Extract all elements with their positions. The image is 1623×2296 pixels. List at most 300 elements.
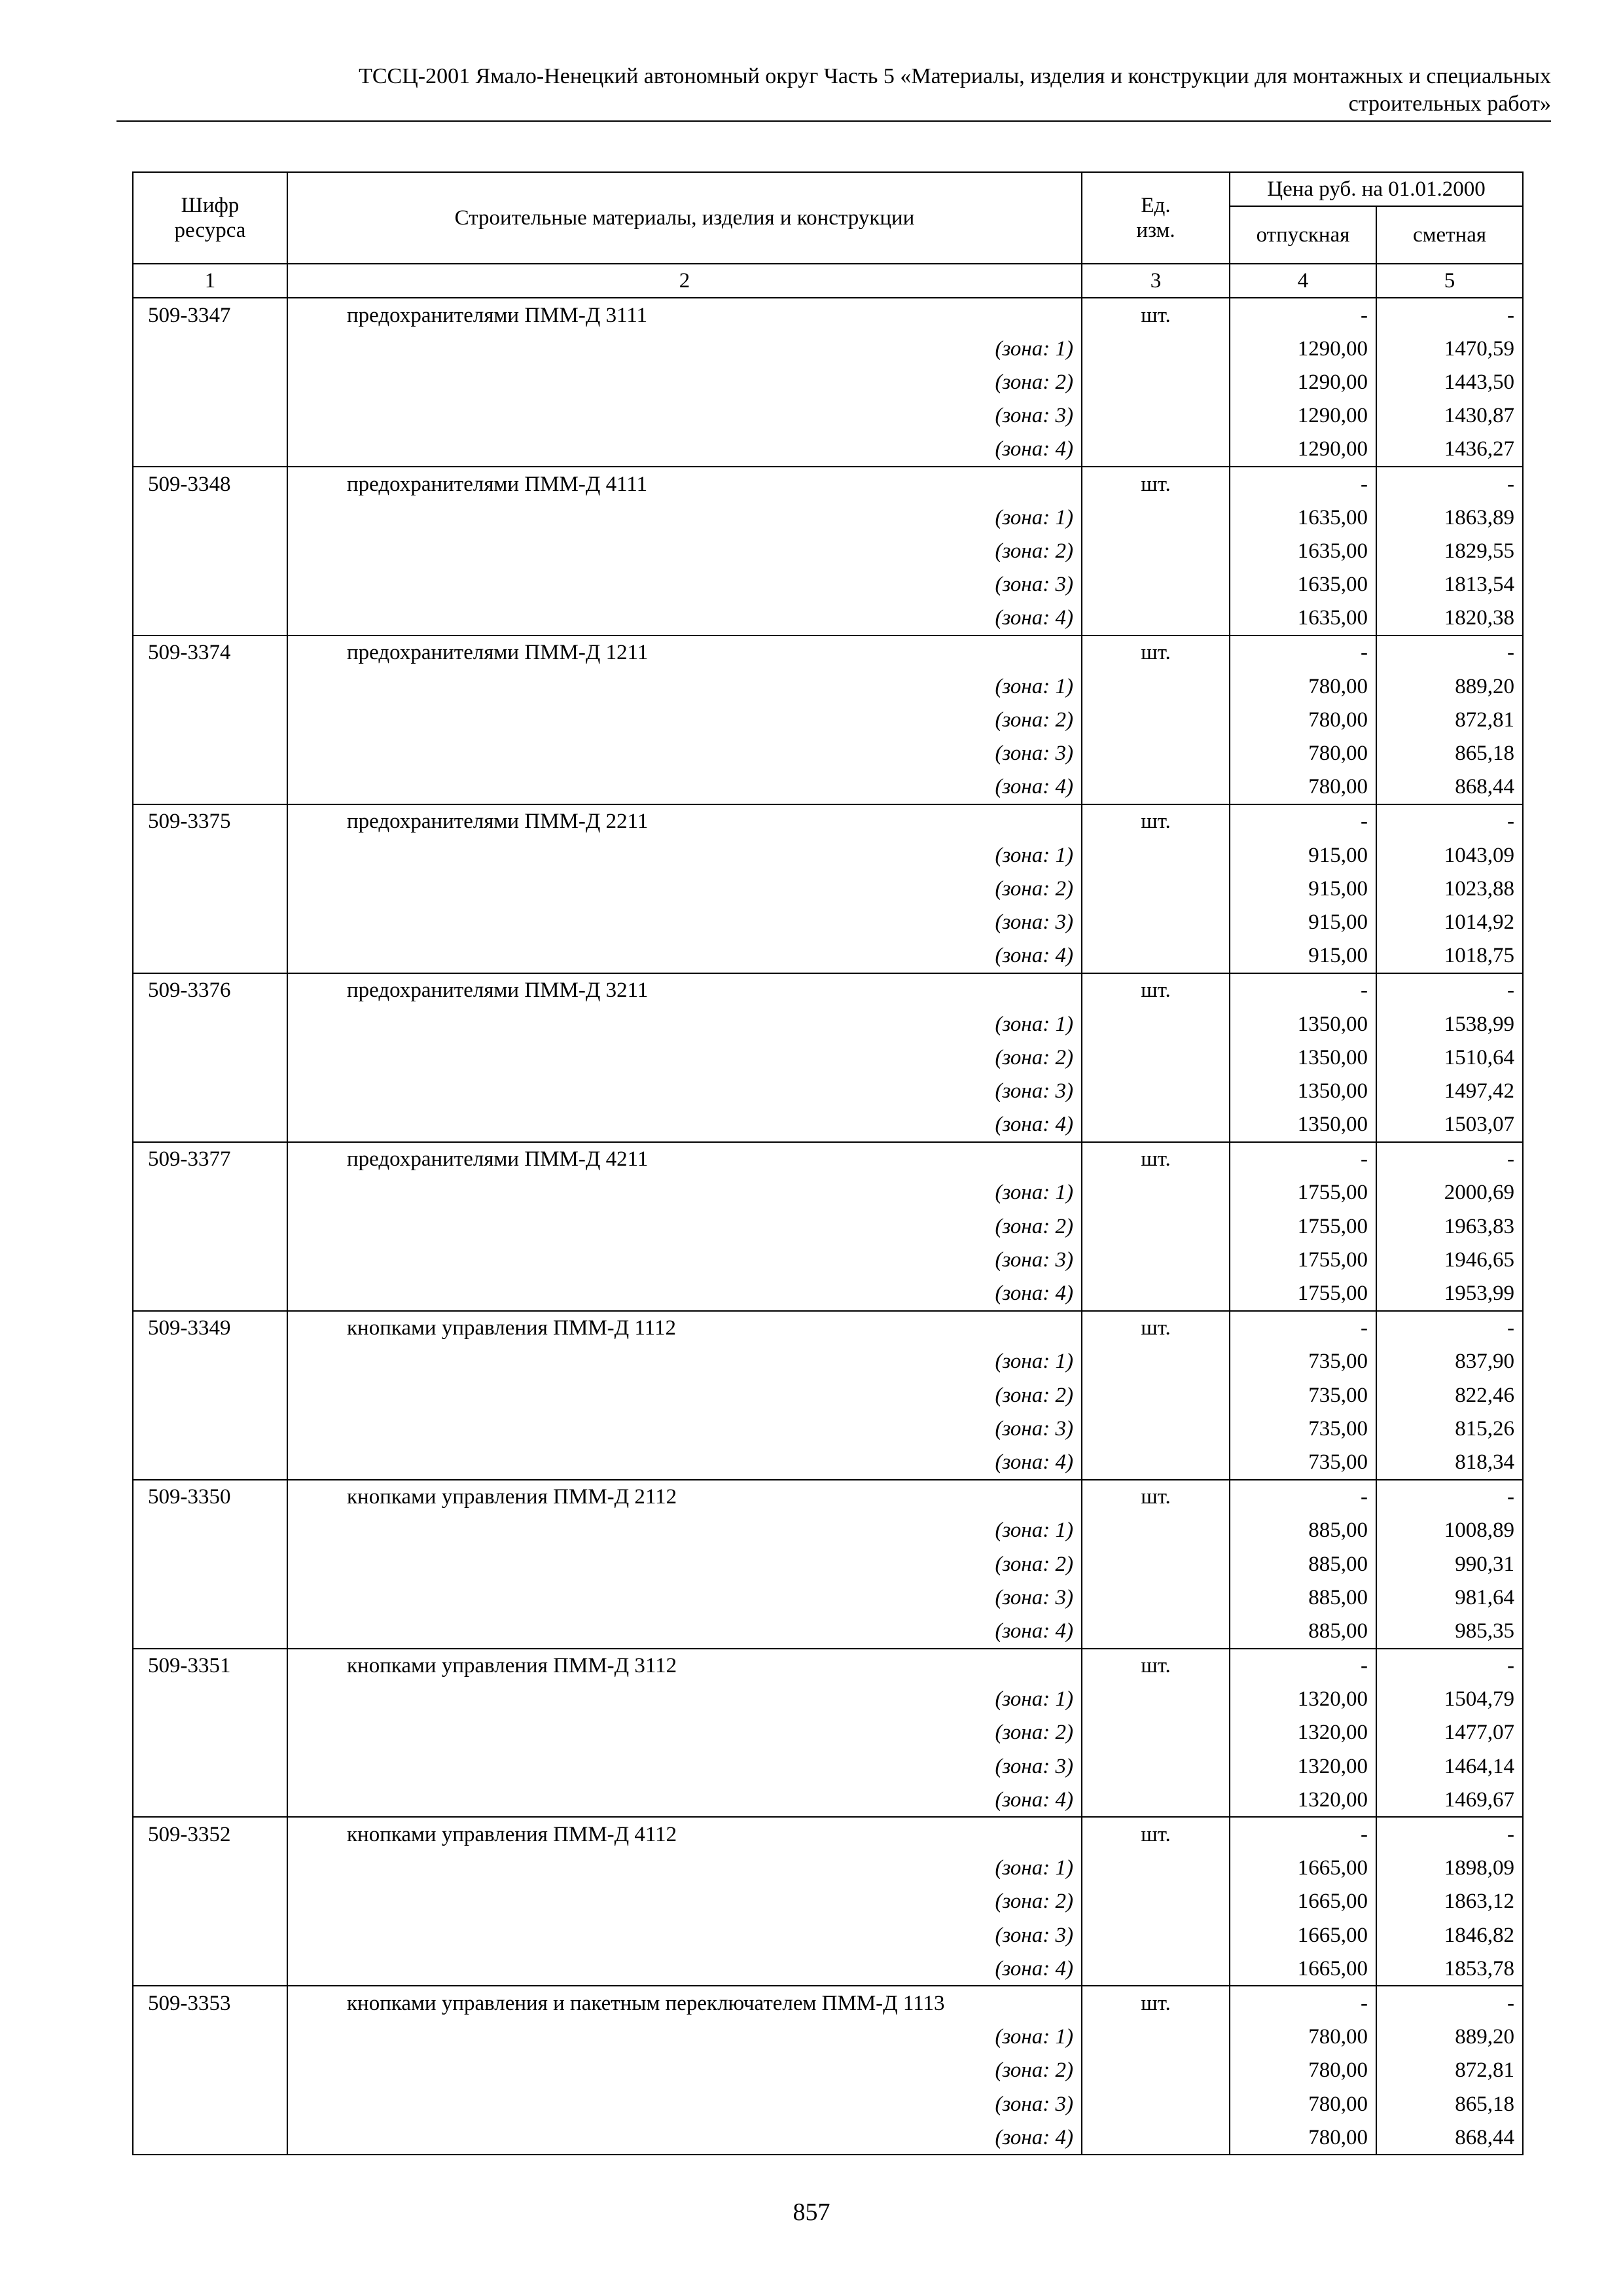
zone-row — [133, 1852, 1523, 1885]
empty-cell — [1082, 601, 1230, 636]
zone-row — [133, 1885, 1523, 1918]
zone-estimate-price: 1477,07 — [1376, 1716, 1523, 1749]
empty-cell — [1082, 501, 1230, 534]
zone-row — [133, 1007, 1523, 1041]
zone-release-price: 915,00 — [1230, 872, 1376, 905]
zone-estimate-price: 872,81 — [1376, 703, 1523, 736]
zone-row — [133, 2121, 1523, 2155]
empty-cell — [1082, 1547, 1230, 1581]
zone-estimate-price: 1813,54 — [1376, 568, 1523, 601]
zone-estimate-price: 1538,99 — [1376, 1007, 1523, 1041]
release-price: - — [1230, 1649, 1376, 1683]
zone-estimate-price: 865,18 — [1376, 736, 1523, 770]
zone-estimate-price: 818,34 — [1376, 1445, 1523, 1479]
release-price: - — [1230, 467, 1376, 501]
resource-name: предохранителями ПММ-Д 4111 — [287, 467, 1082, 501]
estimate-price: - — [1376, 1986, 1523, 2020]
resource-unit: шт. — [1082, 1817, 1230, 1851]
empty-cell — [1082, 1749, 1230, 1783]
empty-cell — [1082, 838, 1230, 872]
resource-row — [133, 804, 1523, 838]
resource-name: кнопками управления ПММ-Д 3112 — [287, 1649, 1082, 1683]
zone-label: (зона: 1) — [287, 838, 1082, 872]
zone-row — [133, 1716, 1523, 1749]
zone-estimate-price: 1863,12 — [1376, 1885, 1523, 1918]
resource-code: 509-3350 — [133, 1480, 287, 1514]
empty-cell — [133, 1108, 287, 1142]
zone-release-price: 1635,00 — [1230, 501, 1376, 534]
empty-cell — [1082, 365, 1230, 399]
empty-cell — [133, 670, 287, 703]
zone-label: (зона: 3) — [287, 1412, 1082, 1445]
empty-cell — [133, 1210, 287, 1243]
zone-release-price: 780,00 — [1230, 2020, 1376, 2054]
empty-cell — [133, 2054, 287, 2087]
zone-release-price: 1320,00 — [1230, 1683, 1376, 1716]
zone-estimate-price: 889,20 — [1376, 670, 1523, 703]
zone-release-price: 1350,00 — [1230, 1041, 1376, 1074]
zone-row — [133, 939, 1523, 973]
zone-row — [133, 433, 1523, 467]
release-price: - — [1230, 1986, 1376, 2020]
empty-cell — [133, 568, 287, 601]
zone-estimate-price: 1853,78 — [1376, 1952, 1523, 1986]
zone-row — [133, 1412, 1523, 1445]
column-numbers-row — [133, 264, 1523, 298]
zone-release-price: 1290,00 — [1230, 399, 1376, 433]
column-number: 3 — [1082, 264, 1230, 298]
zone-row — [133, 1952, 1523, 1986]
empty-cell — [1082, 568, 1230, 601]
empty-cell — [133, 1547, 287, 1581]
resource-name: кнопками управления ПММ-Д 2112 — [287, 1480, 1082, 1514]
zone-estimate-price: 1014,92 — [1376, 905, 1523, 939]
zone-release-price: 780,00 — [1230, 770, 1376, 804]
empty-cell — [1082, 872, 1230, 905]
empty-cell — [133, 1852, 287, 1885]
empty-cell — [133, 399, 287, 433]
empty-cell — [1082, 1683, 1230, 1716]
resource-row — [133, 636, 1523, 670]
zone-label: (зона: 1) — [287, 2020, 1082, 2054]
resource-code: 509-3376 — [133, 973, 287, 1007]
empty-cell — [133, 1074, 287, 1107]
zone-estimate-price: 1863,89 — [1376, 501, 1523, 534]
zone-estimate-price: 889,20 — [1376, 2020, 1523, 2054]
empty-cell — [1082, 1852, 1230, 1885]
zone-row — [133, 1108, 1523, 1142]
zone-release-price: 1350,00 — [1230, 1108, 1376, 1142]
zone-release-price: 1635,00 — [1230, 534, 1376, 567]
release-price: - — [1230, 973, 1376, 1007]
empty-cell — [1082, 1412, 1230, 1445]
empty-cell — [1082, 399, 1230, 433]
zone-label: (зона: 4) — [287, 1108, 1082, 1142]
estimate-price: - — [1376, 467, 1523, 501]
zone-label: (зона: 4) — [287, 1614, 1082, 1648]
release-price: - — [1230, 1817, 1376, 1851]
zone-release-price: 780,00 — [1230, 703, 1376, 736]
zone-row — [133, 365, 1523, 399]
resource-row — [133, 1649, 1523, 1683]
resource-row — [133, 298, 1523, 332]
empty-cell — [133, 2121, 287, 2155]
zone-release-price: 780,00 — [1230, 2121, 1376, 2155]
zone-estimate-price: 1008,89 — [1376, 1514, 1523, 1547]
empty-cell — [133, 872, 287, 905]
resource-name: кнопками управления ПММ-Д 1112 — [287, 1311, 1082, 1345]
empty-cell — [1082, 1108, 1230, 1142]
zone-estimate-price: 1504,79 — [1376, 1683, 1523, 1716]
zone-estimate-price: 2000,69 — [1376, 1176, 1523, 1210]
resource-name: предохранителями ПММ-Д 3111 — [287, 298, 1082, 332]
zone-label: (зона: 3) — [287, 2087, 1082, 2121]
resource-row — [133, 467, 1523, 501]
column-number: 4 — [1230, 264, 1376, 298]
empty-cell — [1082, 2020, 1230, 2054]
zone-estimate-price: 822,46 — [1376, 1378, 1523, 1412]
col-header-code-line1: Шифр — [181, 194, 240, 217]
zone-label: (зона: 4) — [287, 1952, 1082, 1986]
zone-label: (зона: 3) — [287, 399, 1082, 433]
empty-cell — [133, 1345, 287, 1378]
zone-label: (зона: 4) — [287, 1276, 1082, 1310]
col-header-code-line2: ресурса — [174, 219, 246, 242]
zone-release-price: 1665,00 — [1230, 1885, 1376, 1918]
empty-cell — [1082, 1378, 1230, 1412]
resource-unit: шт. — [1082, 1986, 1230, 2020]
zone-row — [133, 838, 1523, 872]
release-price: - — [1230, 298, 1376, 332]
column-number: 1 — [133, 264, 287, 298]
resource-code: 509-3348 — [133, 467, 287, 501]
header-divider — [116, 120, 1551, 122]
empty-cell — [133, 501, 287, 534]
col-header-price: Цена руб. на 01.01.2000 — [1230, 172, 1523, 206]
col-header-unit-line2: изм. — [1136, 219, 1175, 242]
empty-cell — [1082, 1074, 1230, 1107]
zone-row — [133, 332, 1523, 365]
zone-release-price: 1350,00 — [1230, 1007, 1376, 1041]
zone-label: (зона: 3) — [287, 1243, 1082, 1276]
zone-label: (зона: 3) — [287, 905, 1082, 939]
zone-release-price: 915,00 — [1230, 905, 1376, 939]
zone-label: (зона: 3) — [287, 1074, 1082, 1107]
zone-release-price: 1755,00 — [1230, 1176, 1376, 1210]
empty-cell — [133, 736, 287, 770]
zone-row — [133, 1918, 1523, 1952]
resource-unit: шт. — [1082, 298, 1230, 332]
zone-label: (зона: 1) — [287, 1176, 1082, 1210]
zone-release-price: 915,00 — [1230, 939, 1376, 973]
zone-label: (зона: 4) — [287, 1445, 1082, 1479]
empty-cell — [133, 1952, 287, 1986]
empty-cell — [133, 1783, 287, 1817]
resource-code: 509-3375 — [133, 804, 287, 838]
empty-cell — [1082, 1041, 1230, 1074]
empty-cell — [1082, 2087, 1230, 2121]
zone-release-price: 915,00 — [1230, 838, 1376, 872]
document-header — [118, 63, 1551, 118]
estimate-price: - — [1376, 1480, 1523, 1514]
empty-cell — [1082, 905, 1230, 939]
empty-cell — [133, 1378, 287, 1412]
zone-estimate-price: 981,64 — [1376, 1581, 1523, 1614]
empty-cell — [1082, 1614, 1230, 1648]
empty-cell — [133, 1683, 287, 1716]
zone-label: (зона: 1) — [287, 332, 1082, 365]
empty-cell — [1082, 736, 1230, 770]
empty-cell — [1082, 1007, 1230, 1041]
zone-release-price: 1755,00 — [1230, 1243, 1376, 1276]
zone-estimate-price: 1946,65 — [1376, 1243, 1523, 1276]
empty-cell — [1082, 2054, 1230, 2087]
zone-estimate-price: 815,26 — [1376, 1412, 1523, 1445]
zone-release-price: 1290,00 — [1230, 433, 1376, 467]
zone-row — [133, 501, 1523, 534]
empty-cell — [133, 1716, 287, 1749]
zone-estimate-price: 990,31 — [1376, 1547, 1523, 1581]
header-title-line2: строительных работ» — [1348, 92, 1551, 116]
zone-release-price: 1635,00 — [1230, 601, 1376, 636]
estimate-price: - — [1376, 1311, 1523, 1345]
zone-release-price: 735,00 — [1230, 1412, 1376, 1445]
zone-estimate-price: 868,44 — [1376, 770, 1523, 804]
zone-label: (зона: 2) — [287, 872, 1082, 905]
column-number: 2 — [287, 264, 1082, 298]
empty-cell — [1082, 1783, 1230, 1817]
empty-cell — [133, 703, 287, 736]
zone-release-price: 1320,00 — [1230, 1749, 1376, 1783]
price-table-body — [133, 298, 1523, 2155]
empty-cell — [133, 770, 287, 804]
zone-release-price: 780,00 — [1230, 670, 1376, 703]
estimate-price: - — [1376, 1817, 1523, 1851]
zone-label: (зона: 2) — [287, 703, 1082, 736]
zone-label: (зона: 3) — [287, 1581, 1082, 1614]
zone-row — [133, 1783, 1523, 1817]
zone-row — [133, 601, 1523, 636]
zone-label: (зона: 2) — [287, 1547, 1082, 1581]
zone-row — [133, 736, 1523, 770]
estimate-price: - — [1376, 298, 1523, 332]
empty-cell — [133, 2020, 287, 2054]
zone-label: (зона: 2) — [287, 365, 1082, 399]
empty-cell — [1082, 1445, 1230, 1479]
zone-row — [133, 1445, 1523, 1479]
col-header-unit — [1082, 172, 1230, 264]
empty-cell — [1082, 939, 1230, 973]
zone-estimate-price: 1503,07 — [1376, 1108, 1523, 1142]
price-table — [132, 171, 1524, 2155]
resource-code: 509-3352 — [133, 1817, 287, 1851]
zone-row — [133, 1176, 1523, 1210]
resource-row — [133, 1817, 1523, 1851]
zone-estimate-price: 1469,67 — [1376, 1783, 1523, 1817]
zone-release-price: 1665,00 — [1230, 1952, 1376, 1986]
zone-row — [133, 568, 1523, 601]
estimate-price: - — [1376, 1649, 1523, 1683]
resource-row — [133, 1142, 1523, 1176]
zone-row — [133, 399, 1523, 433]
empty-cell — [1082, 1276, 1230, 1310]
zone-row — [133, 1074, 1523, 1107]
col-header-estimate: сметная — [1376, 206, 1523, 264]
empty-cell — [1082, 1514, 1230, 1547]
empty-cell — [1082, 534, 1230, 567]
zone-release-price: 780,00 — [1230, 2087, 1376, 2121]
zone-row — [133, 770, 1523, 804]
zone-row — [133, 1749, 1523, 1783]
empty-cell — [1082, 1885, 1230, 1918]
zone-row — [133, 1547, 1523, 1581]
empty-cell — [133, 1749, 287, 1783]
resource-code: 509-3353 — [133, 1986, 287, 2020]
zone-release-price: 1755,00 — [1230, 1276, 1376, 1310]
resource-name: кнопками управления и пакетным переключателем ПММ-Д 1113 — [287, 1986, 1082, 2020]
estimate-price: - — [1376, 804, 1523, 838]
zone-label: (зона: 2) — [287, 1716, 1082, 1749]
empty-cell — [133, 1614, 287, 1648]
zone-release-price: 1350,00 — [1230, 1074, 1376, 1107]
zone-estimate-price: 837,90 — [1376, 1345, 1523, 1378]
empty-cell — [133, 1243, 287, 1276]
zone-release-price: 1665,00 — [1230, 1918, 1376, 1952]
resource-name: предохранителями ПММ-Д 4211 — [287, 1142, 1082, 1176]
empty-cell — [1082, 332, 1230, 365]
resource-row — [133, 973, 1523, 1007]
zone-label: (зона: 2) — [287, 1041, 1082, 1074]
zone-label: (зона: 4) — [287, 1783, 1082, 1817]
zone-estimate-price: 985,35 — [1376, 1614, 1523, 1648]
empty-cell — [1082, 1176, 1230, 1210]
empty-cell — [1082, 2121, 1230, 2155]
zone-label: (зона: 2) — [287, 1885, 1082, 1918]
empty-cell — [133, 1412, 287, 1445]
zone-estimate-price: 868,44 — [1376, 2121, 1523, 2155]
zone-release-price: 1290,00 — [1230, 332, 1376, 365]
zone-label: (зона: 4) — [287, 2121, 1082, 2155]
estimate-price: - — [1376, 636, 1523, 670]
resource-code: 509-3351 — [133, 1649, 287, 1683]
empty-cell — [1082, 703, 1230, 736]
zone-estimate-price: 1497,42 — [1376, 1074, 1523, 1107]
zone-estimate-price: 1898,09 — [1376, 1852, 1523, 1885]
zone-row — [133, 2054, 1523, 2087]
zone-row — [133, 1041, 1523, 1074]
zone-label: (зона: 3) — [287, 1749, 1082, 1783]
empty-cell — [133, 433, 287, 467]
col-header-release: отпускная — [1230, 206, 1376, 264]
zone-row — [133, 872, 1523, 905]
resource-code: 509-3374 — [133, 636, 287, 670]
zone-label: (зона: 4) — [287, 770, 1082, 804]
col-header-name: Строительные материалы, изделия и конструкции — [287, 172, 1082, 264]
empty-cell — [133, 332, 287, 365]
resource-unit: шт. — [1082, 467, 1230, 501]
zone-estimate-price: 872,81 — [1376, 2054, 1523, 2087]
empty-cell — [133, 939, 287, 973]
zone-release-price: 1290,00 — [1230, 365, 1376, 399]
zone-row — [133, 2020, 1523, 2054]
release-price: - — [1230, 636, 1376, 670]
resource-name: кнопками управления ПММ-Д 4112 — [287, 1817, 1082, 1851]
zone-estimate-price: 1436,27 — [1376, 433, 1523, 467]
zone-release-price: 1320,00 — [1230, 1716, 1376, 1749]
zone-label: (зона: 2) — [287, 1378, 1082, 1412]
release-price: - — [1230, 1142, 1376, 1176]
empty-cell — [133, 1918, 287, 1952]
zone-release-price: 780,00 — [1230, 736, 1376, 770]
zone-row — [133, 1210, 1523, 1243]
zone-row — [133, 534, 1523, 567]
resource-unit: шт. — [1082, 636, 1230, 670]
resource-code: 509-3349 — [133, 1311, 287, 1345]
zone-row — [133, 1378, 1523, 1412]
release-price: - — [1230, 804, 1376, 838]
zone-label: (зона: 1) — [287, 1852, 1082, 1885]
empty-cell — [1082, 1716, 1230, 1749]
col-header-code — [133, 172, 287, 264]
zone-label: (зона: 2) — [287, 1210, 1082, 1243]
zone-row — [133, 703, 1523, 736]
resource-row — [133, 1480, 1523, 1514]
zone-estimate-price: 1820,38 — [1376, 601, 1523, 636]
empty-cell — [1082, 1210, 1230, 1243]
zone-row — [133, 1276, 1523, 1310]
empty-cell — [133, 1276, 287, 1310]
estimate-price: - — [1376, 1142, 1523, 1176]
empty-cell — [133, 601, 287, 636]
resource-unit: шт. — [1082, 1480, 1230, 1514]
resource-unit: шт. — [1082, 1311, 1230, 1345]
zone-release-price: 1635,00 — [1230, 568, 1376, 601]
empty-cell — [133, 365, 287, 399]
zone-label: (зона: 1) — [287, 670, 1082, 703]
zone-release-price: 1755,00 — [1230, 1210, 1376, 1243]
resource-row — [133, 1986, 1523, 2020]
page-number: 857 — [793, 2198, 830, 2226]
zone-label: (зона: 4) — [287, 433, 1082, 467]
zone-estimate-price: 1023,88 — [1376, 872, 1523, 905]
resource-unit: шт. — [1082, 1649, 1230, 1683]
zone-release-price: 885,00 — [1230, 1547, 1376, 1581]
empty-cell — [133, 1581, 287, 1614]
zone-label: (зона: 1) — [287, 1345, 1082, 1378]
empty-cell — [133, 2087, 287, 2121]
empty-cell — [133, 1514, 287, 1547]
zone-release-price: 735,00 — [1230, 1445, 1376, 1479]
empty-cell — [1082, 1345, 1230, 1378]
resource-code: 509-3377 — [133, 1142, 287, 1176]
zone-row — [133, 905, 1523, 939]
zone-release-price: 885,00 — [1230, 1581, 1376, 1614]
zone-estimate-price: 1464,14 — [1376, 1749, 1523, 1783]
resource-unit: шт. — [1082, 1142, 1230, 1176]
zone-release-price: 735,00 — [1230, 1378, 1376, 1412]
zone-release-price: 780,00 — [1230, 2054, 1376, 2087]
zone-release-price: 1665,00 — [1230, 1852, 1376, 1885]
empty-cell — [133, 534, 287, 567]
zone-estimate-price: 1846,82 — [1376, 1918, 1523, 1952]
zone-release-price: 735,00 — [1230, 1345, 1376, 1378]
zone-row — [133, 1614, 1523, 1648]
zone-row — [133, 2087, 1523, 2121]
empty-cell — [1082, 1952, 1230, 1986]
empty-cell — [133, 1007, 287, 1041]
release-price: - — [1230, 1480, 1376, 1514]
zone-release-price: 885,00 — [1230, 1514, 1376, 1547]
